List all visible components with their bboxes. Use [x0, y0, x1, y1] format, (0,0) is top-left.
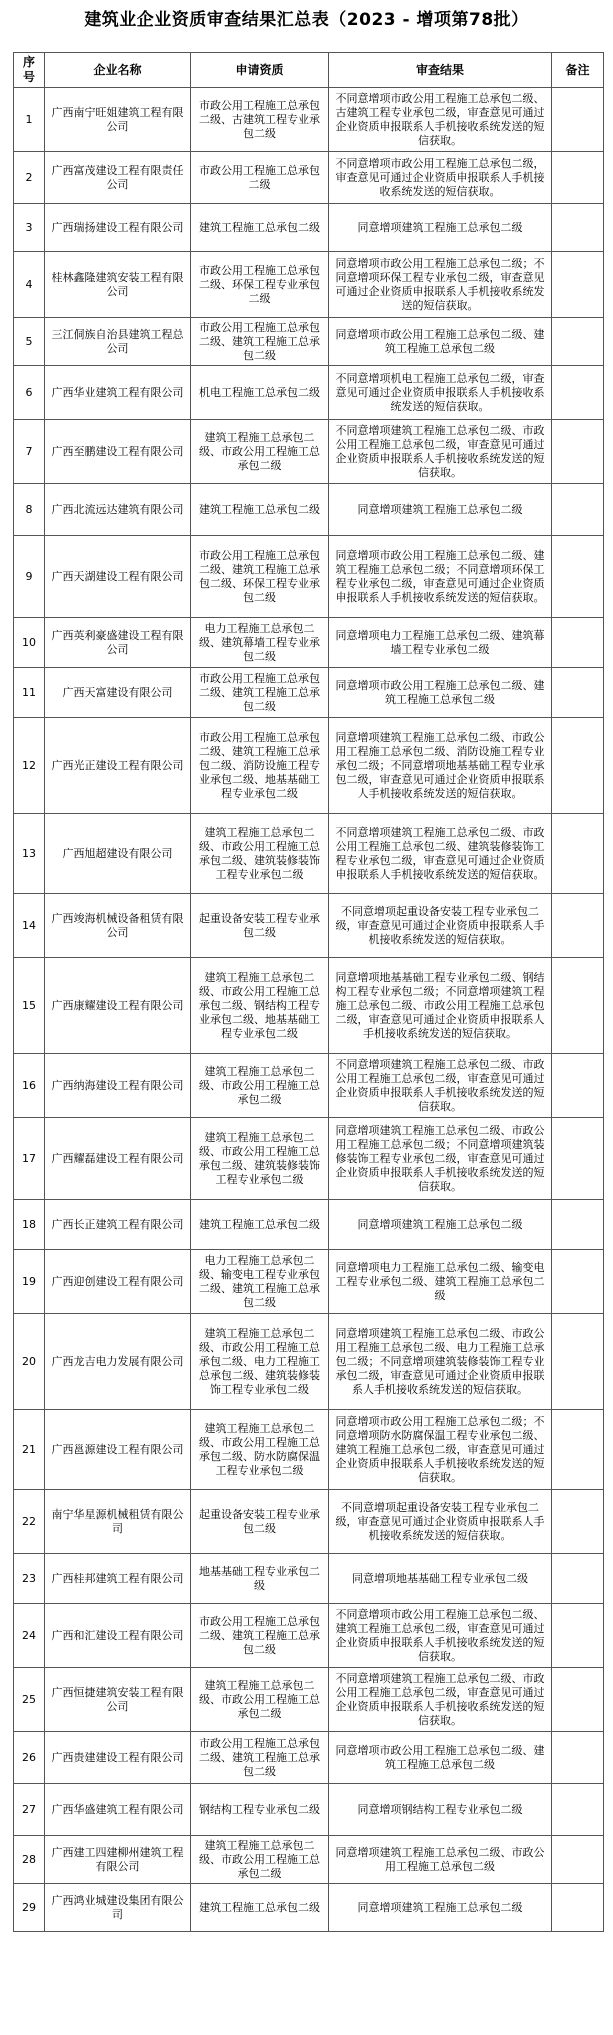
company-name: 广西邕源建设工程有限公司	[45, 1410, 191, 1490]
table-row	[14, 894, 604, 958]
table-row	[14, 618, 604, 668]
company-name: 三江侗族自治县建筑工程总公司	[45, 318, 191, 366]
table-row	[14, 536, 604, 618]
review-result: 同意增项市政公用工程施工总承包二级、建筑工程施工总承包二级	[329, 318, 552, 366]
row-note	[552, 1054, 604, 1118]
applied-qualification: 电力工程施工总承包二级、输变电工程专业承包二级、建筑工程施工总承包二级	[191, 1250, 329, 1314]
review-result: 不同意增项建筑工程施工总承包二级、市政公用工程施工总承包二级、建筑装修装饰工程专业承包二级，审查意见可通过企业资质申报联系人手机接收系统发送的短信获取。	[329, 814, 552, 894]
row-note	[552, 366, 604, 420]
review-result: 不同意增项市政公用工程施工总承包二级、建筑工程施工总承包二级，审查意见可通过企业资质申报联系人手机接收系统发送的短信获取。	[329, 1604, 552, 1668]
row-no: 9	[14, 536, 45, 618]
row-note	[552, 1604, 604, 1668]
row-no: 26	[14, 1732, 45, 1784]
company-name: 广西光正建设工程有限公司	[45, 718, 191, 814]
applied-qualification: 建筑工程施工总承包二级、市政公用工程施工总承包二级、建筑装修装饰工程专业承包二级	[191, 1118, 329, 1200]
company-name: 广西富茂建设工程有限责任公司	[45, 152, 191, 204]
row-note	[552, 1200, 604, 1250]
page-title: 建筑业企业资质审查结果汇总表（2023 - 增项第78批）	[84, 10, 529, 30]
header-name: 企业名称	[45, 53, 191, 88]
table-row	[14, 1554, 604, 1604]
review-result: 同意增项市政公用工程施工总承包二级、建筑工程施工总承包二级	[329, 668, 552, 718]
applied-qualification: 建筑工程施工总承包二级	[191, 204, 329, 252]
row-note	[552, 1250, 604, 1314]
review-result: 同意增项建筑工程施工总承包二级	[329, 484, 552, 536]
company-name: 广西南宁旺姐建筑工程有限公司	[45, 88, 191, 152]
table-header-row	[14, 53, 604, 88]
applied-qualification: 建筑工程施工总承包二级、市政公用工程施工总承包二级	[191, 420, 329, 484]
table-row	[14, 318, 604, 366]
applied-qualification: 建筑工程施工总承包二级、市政公用工程施工总承包二级、电力工程施工总承包二级、建筑装修装饰工程专业承包二级	[191, 1314, 329, 1410]
row-no: 25	[14, 1668, 45, 1732]
review-result: 同意增项钢结构工程专业承包二级	[329, 1784, 552, 1836]
company-name: 广西桂邦建筑工程有限公司	[45, 1554, 191, 1604]
company-name: 广西迎创建设工程有限公司	[45, 1250, 191, 1314]
row-note	[552, 152, 604, 204]
review-result: 同意增项建筑工程施工总承包二级	[329, 1200, 552, 1250]
table-row	[14, 1250, 604, 1314]
header-note: 备注	[552, 53, 604, 88]
table-row	[14, 420, 604, 484]
table-row	[14, 1668, 604, 1732]
row-note	[552, 1668, 604, 1732]
table-row	[14, 152, 604, 204]
results-table	[13, 52, 604, 1932]
table-row	[14, 1784, 604, 1836]
header-no: 序号	[14, 53, 45, 88]
review-result: 同意增项建筑工程施工总承包二级、市政公用工程施工总承包二级	[329, 1836, 552, 1884]
row-no: 7	[14, 420, 45, 484]
applied-qualification: 市政公用工程施工总承包二级	[191, 152, 329, 204]
row-no: 28	[14, 1836, 45, 1884]
table-row	[14, 1836, 604, 1884]
row-no: 11	[14, 668, 45, 718]
review-result: 不同意增项机电工程施工总承包二级，审查意见可通过企业资质申报联系人手机接收系统发送的短信获取。	[329, 366, 552, 420]
row-note	[552, 484, 604, 536]
table-row	[14, 1118, 604, 1200]
table-row	[14, 958, 604, 1054]
review-result: 同意增项电力工程施工总承包二级、建筑幕墙工程专业承包二级	[329, 618, 552, 668]
table-row	[14, 1054, 604, 1118]
row-no: 8	[14, 484, 45, 536]
row-no: 2	[14, 152, 45, 204]
row-no: 24	[14, 1604, 45, 1668]
review-result: 同意增项建筑工程施工总承包二级、市政公用工程施工总承包二级；不同意增项建筑装修装饰工程专业承包二级，审查意见可通过企业资质申报联系人手机接收系统发送的短信获取。	[329, 1118, 552, 1200]
review-result: 不同意增项市政公用工程施工总承包二级，审查意见可通过企业资质申报联系人手机接收系统发送的短信获取。	[329, 152, 552, 204]
company-name: 广西耀磊建设工程有限公司	[45, 1118, 191, 1200]
row-note	[552, 1784, 604, 1836]
table-row	[14, 1410, 604, 1490]
company-name: 广西竣海机械设备租赁有限公司	[45, 894, 191, 958]
company-name: 广西英利豪盛建设工程有限公司	[45, 618, 191, 668]
applied-qualification: 钢结构工程专业承包二级	[191, 1784, 329, 1836]
review-result: 同意增项地基基础工程专业承包二级、钢结构工程专业承包二级；不同意增项建筑工程施工总承包二级、市政公用工程施工总承包二级，审查意见可通过企业资质申报联系人手机接收系统发送的短信获取。	[329, 958, 552, 1054]
review-result: 不同意增项建筑工程施工总承包二级、市政公用工程施工总承包二级，审查意见可通过企业资质申报联系人手机接收系统发送的短信获取。	[329, 1054, 552, 1118]
table-row	[14, 1732, 604, 1784]
company-name: 广西贵建建设工程有限公司	[45, 1732, 191, 1784]
review-result: 同意增项建筑工程施工总承包二级、市政公用工程施工总承包二级、电力工程施工总承包二级；不同意增项建筑装修装饰工程专业承包二级，审查意见可通过企业资质申报联系人手机接收系统发送的短信获取。	[329, 1314, 552, 1410]
header-qualification: 申请资质	[191, 53, 329, 88]
row-no: 5	[14, 318, 45, 366]
row-note	[552, 1490, 604, 1554]
table-row	[14, 1314, 604, 1410]
row-note	[552, 1314, 604, 1410]
row-note	[552, 252, 604, 318]
company-name: 广西华盛建筑工程有限公司	[45, 1784, 191, 1836]
applied-qualification: 建筑工程施工总承包二级	[191, 1884, 329, 1932]
row-no: 10	[14, 618, 45, 668]
table-row	[14, 668, 604, 718]
row-no: 3	[14, 204, 45, 252]
table-row	[14, 718, 604, 814]
table-row	[14, 88, 604, 152]
row-note	[552, 894, 604, 958]
company-name: 广西华业建筑工程有限公司	[45, 366, 191, 420]
row-no: 16	[14, 1054, 45, 1118]
review-result: 同意增项建筑工程施工总承包二级	[329, 1884, 552, 1932]
table-row	[14, 204, 604, 252]
company-name: 南宁华星源机械租赁有限公司	[45, 1490, 191, 1554]
review-result: 同意增项市政公用工程施工总承包二级、建筑工程施工总承包二级	[329, 1732, 552, 1784]
row-no: 12	[14, 718, 45, 814]
applied-qualification: 建筑工程施工总承包二级、市政公用工程施工总承包二级、防水防腐保温工程专业承包二级	[191, 1410, 329, 1490]
table-row	[14, 1604, 604, 1668]
table-row	[14, 366, 604, 420]
company-name: 广西康耀建设工程有限公司	[45, 958, 191, 1054]
review-result: 不同意增项起重设备安装工程专业承包二级，审查意见可通过企业资质申报联系人手机接收系统发送的短信获取。	[329, 1490, 552, 1554]
applied-qualification: 建筑工程施工总承包二级	[191, 484, 329, 536]
applied-qualification: 建筑工程施工总承包二级、市政公用工程施工总承包二级	[191, 1668, 329, 1732]
review-result: 不同意增项市政公用工程施工总承包二级、古建筑工程专业承包二级，审查意见可通过企业资质申报联系人手机接收系统发送的短信获取。	[329, 88, 552, 152]
applied-qualification: 建筑工程施工总承包二级、市政公用工程施工总承包二级	[191, 1836, 329, 1884]
row-no: 6	[14, 366, 45, 420]
table-row	[14, 1200, 604, 1250]
review-result: 同意增项建筑工程施工总承包二级、市政公用工程施工总承包二级、消防设施工程专业承包二级；不同意增项地基基础工程专业承包二级，审查意见可通过企业资质申报联系人手机接收系统发送的短信获取。	[329, 718, 552, 814]
row-no: 17	[14, 1118, 45, 1200]
row-note	[552, 1732, 604, 1784]
review-result: 不同意增项建筑工程施工总承包二级、市政公用工程施工总承包二级，审查意见可通过企业资质申报联系人手机接收系统发送的短信获取。	[329, 1668, 552, 1732]
row-no: 4	[14, 252, 45, 318]
applied-qualification: 地基基础工程专业承包二级	[191, 1554, 329, 1604]
company-name: 广西天湖建设工程有限公司	[45, 536, 191, 618]
applied-qualification: 市政公用工程施工总承包二级、建筑工程施工总承包二级	[191, 318, 329, 366]
row-note	[552, 1836, 604, 1884]
row-note	[552, 204, 604, 252]
applied-qualification: 建筑工程施工总承包二级、市政公用工程施工总承包二级、建筑装修装饰工程专业承包二级	[191, 814, 329, 894]
row-note	[552, 618, 604, 668]
applied-qualification: 市政公用工程施工总承包二级、建筑工程施工总承包二级	[191, 1604, 329, 1668]
table-row	[14, 484, 604, 536]
row-note	[552, 1118, 604, 1200]
row-no: 23	[14, 1554, 45, 1604]
applied-qualification: 起重设备安装工程专业承包二级	[191, 1490, 329, 1554]
row-no: 1	[14, 88, 45, 152]
company-name: 广西天富建设有限公司	[45, 668, 191, 718]
row-note	[552, 1884, 604, 1932]
row-no: 14	[14, 894, 45, 958]
table-row	[14, 252, 604, 318]
table-row	[14, 1490, 604, 1554]
applied-qualification: 市政公用工程施工总承包二级、古建筑工程专业承包二级	[191, 88, 329, 152]
applied-qualification: 市政公用工程施工总承包二级、建筑工程施工总承包二级	[191, 668, 329, 718]
row-note	[552, 88, 604, 152]
review-result: 同意增项市政公用工程施工总承包二级、建筑工程施工总承包二级；不同意增项环保工程专业承包二级，审查意见可通过企业资质申报联系人手机接收系统发送的短信获取。	[329, 536, 552, 618]
applied-qualification: 建筑工程施工总承包二级、市政公用工程施工总承包二级、钢结构工程专业承包二级、地基基础工程专业承包二级	[191, 958, 329, 1054]
table-row	[14, 814, 604, 894]
company-name: 广西龙吉电力发展有限公司	[45, 1314, 191, 1410]
company-name: 广西纳海建设工程有限公司	[45, 1054, 191, 1118]
row-note	[552, 1410, 604, 1490]
row-no: 15	[14, 958, 45, 1054]
applied-qualification: 建筑工程施工总承包二级	[191, 1200, 329, 1250]
row-no: 13	[14, 814, 45, 894]
applied-qualification: 起重设备安装工程专业承包二级	[191, 894, 329, 958]
company-name: 广西长正建筑工程有限公司	[45, 1200, 191, 1250]
applied-qualification: 电力工程施工总承包二级、建筑幕墙工程专业承包二级	[191, 618, 329, 668]
company-name: 广西恒捷建筑安装工程有限公司	[45, 1668, 191, 1732]
applied-qualification: 市政公用工程施工总承包二级、建筑工程施工总承包二级、消防设施工程专业承包二级、地基基础工程专业承包二级	[191, 718, 329, 814]
row-note	[552, 318, 604, 366]
row-note	[552, 420, 604, 484]
row-note	[552, 668, 604, 718]
row-note	[552, 958, 604, 1054]
row-no: 20	[14, 1314, 45, 1410]
applied-qualification: 市政公用工程施工总承包二级、建筑工程施工总承包二级、环保工程专业承包二级	[191, 536, 329, 618]
row-note	[552, 718, 604, 814]
table-row	[14, 1884, 604, 1932]
review-result: 同意增项市政公用工程施工总承包二级；不同意增项环保工程专业承包二级，审查意见可通过企业资质申报联系人手机接收系统发送的短信获取。	[329, 252, 552, 318]
applied-qualification: 市政公用工程施工总承包二级、建筑工程施工总承包二级	[191, 1732, 329, 1784]
header-result: 审查结果	[329, 53, 552, 88]
review-result: 同意增项电力工程施工总承包二级、输变电工程专业承包二级、建筑工程施工总承包二级	[329, 1250, 552, 1314]
row-no: 29	[14, 1884, 45, 1932]
review-result: 同意增项市政公用工程施工总承包二级；不同意增项防水防腐保温工程专业承包二级、建筑工程施工总承包二级，审查意见可通过企业资质申报联系人手机接收系统发送的短信获取。	[329, 1410, 552, 1490]
review-result: 不同意增项起重设备安装工程专业承包二级，审查意见可通过企业资质申报联系人手机接收系统发送的短信获取。	[329, 894, 552, 958]
applied-qualification: 市政公用工程施工总承包二级、环保工程专业承包二级	[191, 252, 329, 318]
company-name: 广西旭超建设有限公司	[45, 814, 191, 894]
review-result: 同意增项地基基础工程专业承包二级	[329, 1554, 552, 1604]
row-note	[552, 536, 604, 618]
row-no: 18	[14, 1200, 45, 1250]
row-no: 22	[14, 1490, 45, 1554]
company-name: 广西至鹏建设工程有限公司	[45, 420, 191, 484]
company-name: 广西建工四建柳州建筑工程有限公司	[45, 1836, 191, 1884]
row-no: 19	[14, 1250, 45, 1314]
company-name: 广西和汇建设工程有限公司	[45, 1604, 191, 1668]
row-no: 21	[14, 1410, 45, 1490]
row-no: 27	[14, 1784, 45, 1836]
row-note	[552, 814, 604, 894]
review-result: 同意增项建筑工程施工总承包二级	[329, 204, 552, 252]
applied-qualification: 建筑工程施工总承包二级、市政公用工程施工总承包二级	[191, 1054, 329, 1118]
company-name: 广西北流远达建筑有限公司	[45, 484, 191, 536]
company-name: 桂林鑫隆建筑安装工程有限公司	[45, 252, 191, 318]
review-result: 不同意增项建筑工程施工总承包二级、市政公用工程施工总承包二级，审查意见可通过企业资质申报联系人手机接收系统发送的短信获取。	[329, 420, 552, 484]
row-note	[552, 1554, 604, 1604]
company-name: 广西瑞扬建设工程有限公司	[45, 204, 191, 252]
company-name: 广西鸿业城建设集团有限公司	[45, 1884, 191, 1932]
applied-qualification: 机电工程施工总承包二级	[191, 366, 329, 420]
